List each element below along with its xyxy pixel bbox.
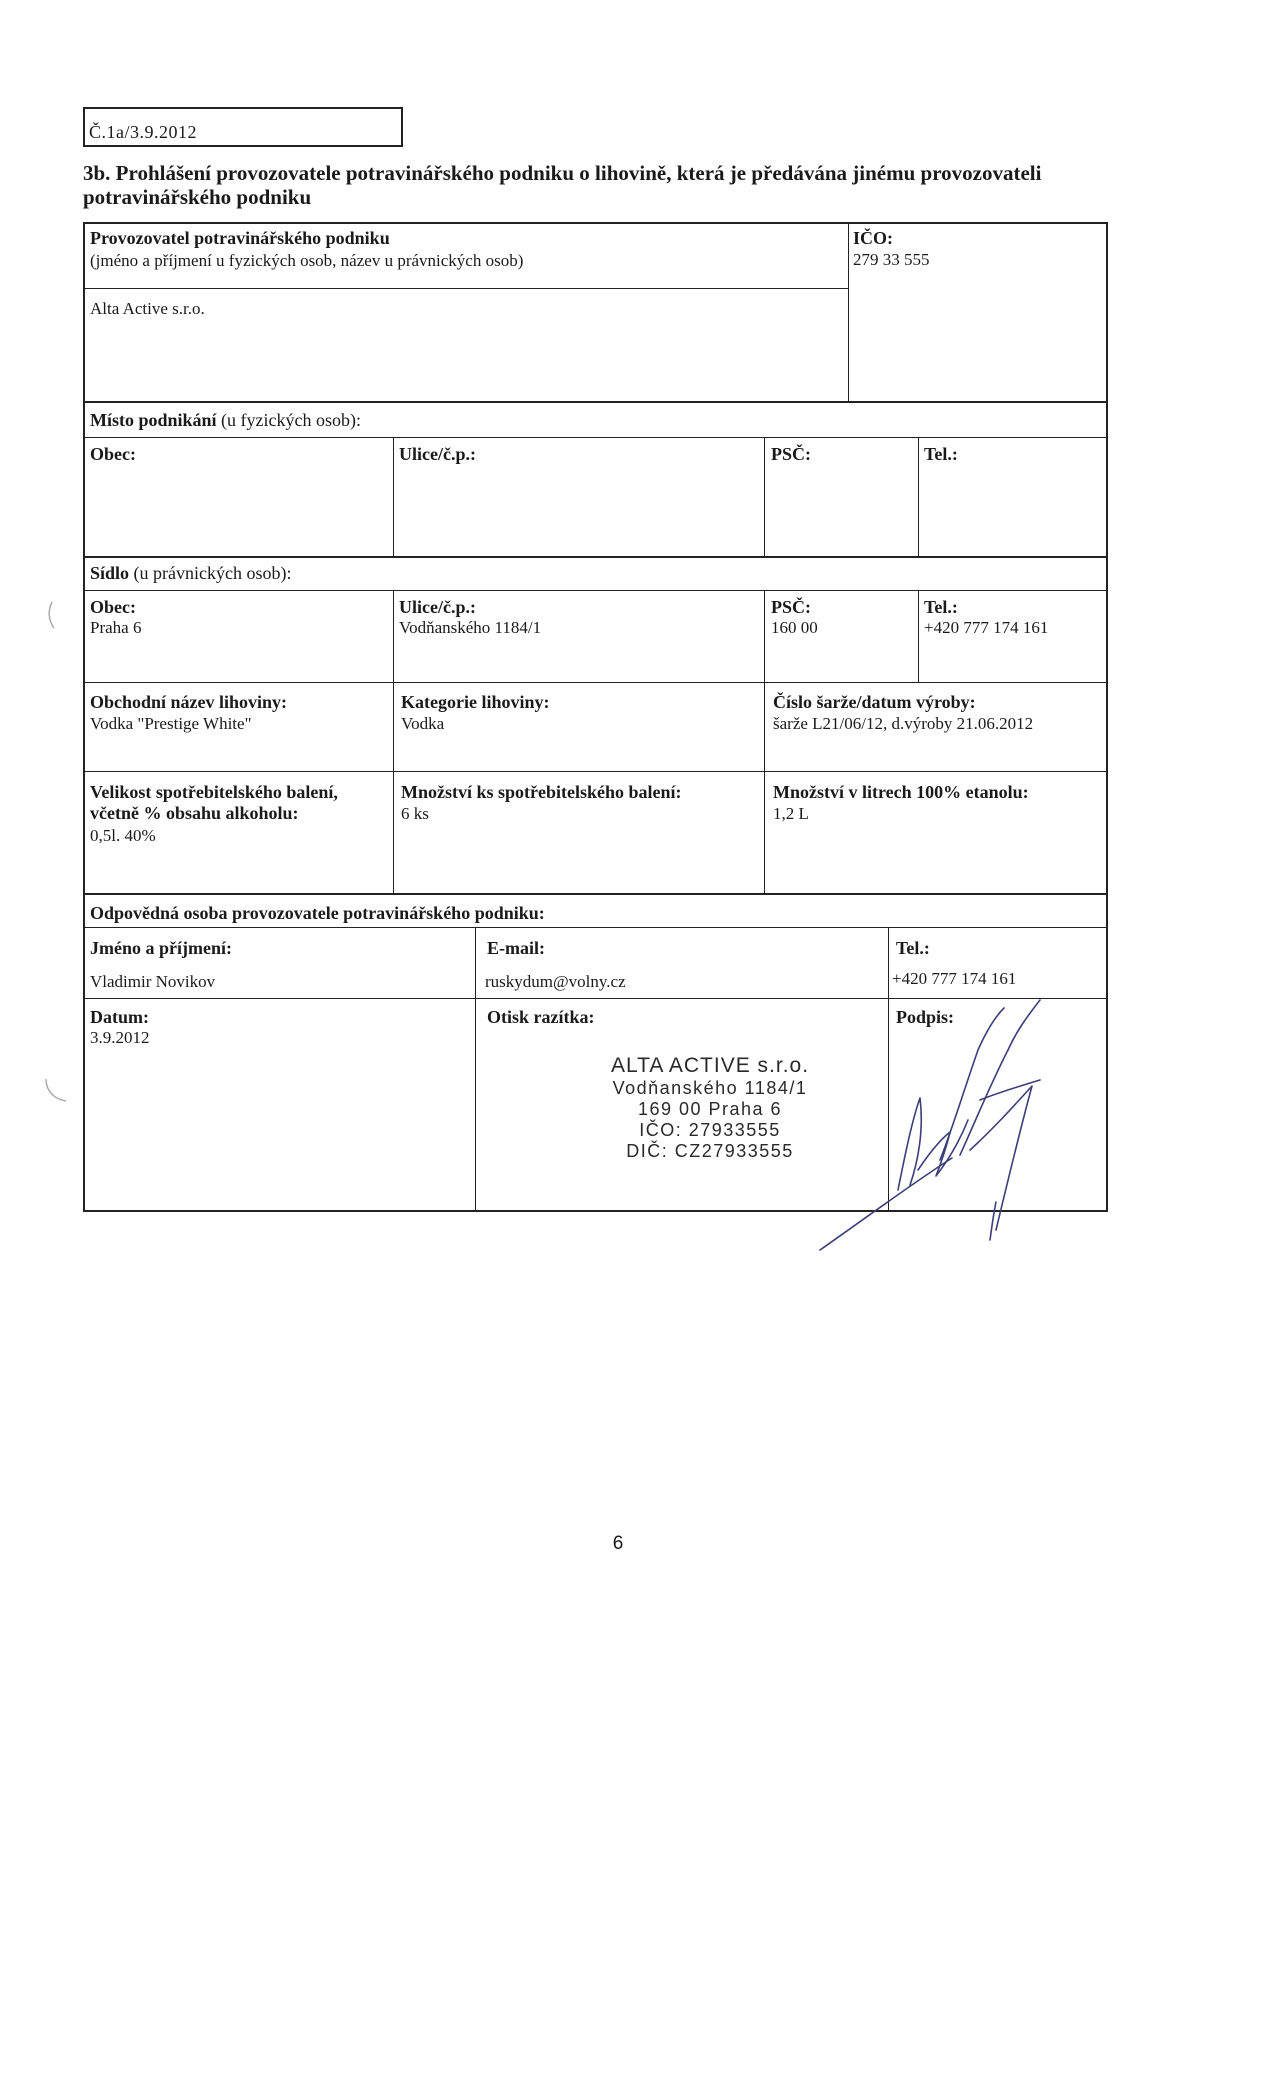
pob-tel-label: Tel.: [924,444,958,464]
signature-label: Podpis: [896,1007,955,1027]
ico-value: 279 33 555 [853,250,930,269]
reference-number: Č.1a/3.9.2012 [83,107,403,147]
pack-size-label-2: včetně % obsahu alkoholu: [90,803,299,823]
seat-ulice-value: Vodňanského 1184/1 [399,618,542,637]
ethanol-value: 1,2 L [773,804,809,823]
page-number: 6 [612,1533,624,1554]
batch-label: Číslo šarže/datum výroby: [773,692,976,712]
place-of-business-note: (u fyzických osob): [216,410,362,430]
seat-tel-label: Tel.: [924,597,958,617]
date-value: 3.9.2012 [90,1028,150,1047]
email-label: E-mail: [487,938,545,958]
seat-ulice-label: Ulice/č.p.: [399,597,476,617]
stamp-line-dic: DIČ: CZ27933555 [626,1141,794,1161]
stamp-line-street: Vodňanského 1184/1 [612,1078,808,1098]
place-of-business-heading [90,410,361,431]
seat-obec-label: Obec: [90,597,136,617]
operator-value: Alta Active s.r.o. [90,299,205,318]
scan-mark-icon [40,600,60,630]
pob-psc-label: PSČ: [771,444,811,464]
pack-qty-value: 6 ks [401,804,429,823]
document-heading: 3b. Prohlášení provozovatele potravinářského podniku o lihovině, která je předávána jinému provozovateli potravinářského podniku [83,161,1042,209]
responsible-section-label: Odpovědná osoba provozovatele potravinářského podniku: [90,903,545,923]
stamp-line-ico: IČO: 27933555 [639,1120,781,1140]
email-value: ruskydum@volny.cz [485,972,626,991]
pack-size-value: 0,5l. 40% [90,826,156,845]
batch-value: šarže L21/06/12, d.výroby 21.06.2012 [773,714,1034,733]
handwritten-signature [800,980,1100,1270]
pack-size-label-1: Velikost spotřebitelského balení, [90,782,338,802]
trade-name-value: Vodka "Prestige White" [90,714,252,733]
ico-label: IČO: [853,228,893,248]
trade-name-label: Obchodní název lihoviny: [90,692,288,712]
scan-mark-icon [40,1075,70,1105]
operator-label: Provozovatel potravinářského podniku [90,228,390,248]
pob-obec-label: Obec: [90,444,136,464]
category-label: Kategorie lihoviny: [401,692,550,712]
stamp-line-company: ALTA ACTIVE s.r.o. [610,1054,810,1077]
responsible-tel-value: +420 777 174 161 [892,969,1017,988]
ethanol-label: Množství v litrech 100% etanolu: [773,782,1029,802]
pack-qty-label: Množství ks spotřebitelského balení: [401,782,682,802]
seat-heading [90,563,292,584]
seat-obec-value: Praha 6 [90,618,142,637]
stamp-line-city: 169 00 Praha 6 [637,1099,783,1119]
seat-psc-label: PSČ: [771,597,811,617]
responsible-name-label: Jméno a příjmení: [90,938,232,958]
seat-psc-value: 160 00 [771,618,818,637]
responsible-tel-label: Tel.: [896,938,930,958]
responsible-name-value: Vladimir Novikov [90,972,216,991]
operator-sublabel: (jméno a příjmení u fyzických osob, název u právnických osob) [90,251,524,270]
place-of-business-label: Místo podnikání [90,410,217,430]
seat-tel-value: +420 777 174 161 [924,618,1049,637]
category-value: Vodka [401,714,445,733]
seat-note: (u právnických osob): [129,563,292,583]
seat-label: Sídlo [90,563,130,583]
stamp-label: Otisk razítka: [487,1007,595,1027]
date-label: Datum: [90,1007,149,1027]
pob-ulice-label: Ulice/č.p.: [399,444,476,464]
